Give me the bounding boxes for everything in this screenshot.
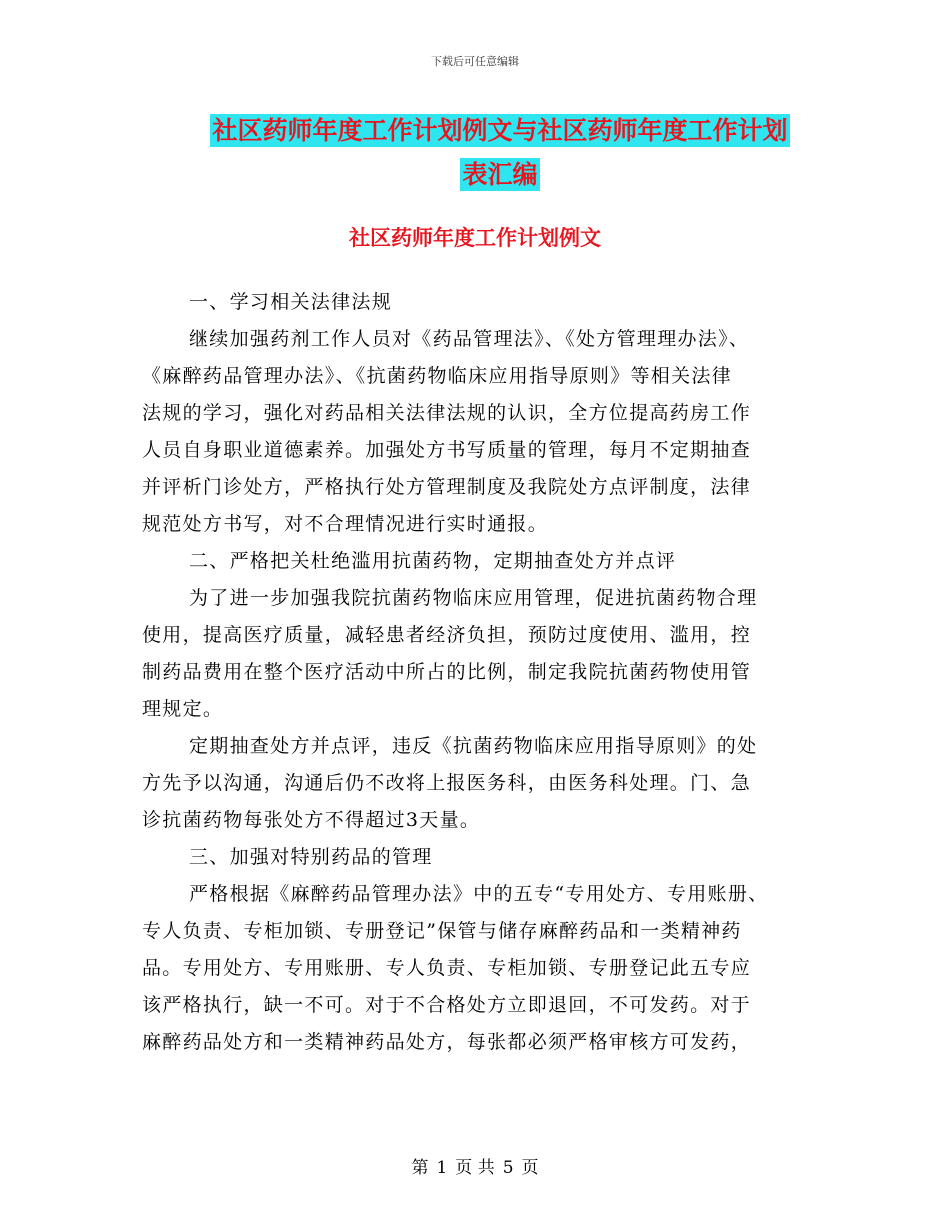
footer-total-pages: 5 [502, 1158, 514, 1178]
body-text-line: 品。专用处方、专用账册、专人负责、专柜加锁、专册登记此五专应 [142, 957, 752, 979]
body-text-line: 使用，提高医疗质量，减轻患者经济负担，预防过度使用、滥用，控 [142, 624, 752, 646]
body-text-line: 理规定。 [142, 698, 224, 720]
title-highlight: 表汇编 [462, 160, 538, 189]
body-text-line: 制药品费用在整个医疗活动中所占的比例，制定我院抗菌药物使用管 [142, 661, 752, 683]
body-text-line: 三、加强对特别药品的管理 [189, 846, 433, 868]
body-text-line: 严格根据《麻醉药品管理办法》中的五专“专用处方、专用账册、 [189, 883, 769, 905]
body-text-line: 并评析门诊处方，严格执行处方管理制度及我院处方点评制度，法律 [142, 476, 752, 498]
page-footer [0, 1153, 950, 1178]
body-text-line: 规范处方书写，对不合理情况进行实时通报。 [142, 513, 549, 535]
body-text-line: 为了进一步加强我院抗菌药物临床应用管理，促进抗菌药物合理 [189, 587, 758, 609]
body-text-line: 人员自身职业道德素养。加强处方书写质量的管理，每月不定期抽查 [142, 439, 752, 461]
body-text-line: 《麻醉药品管理办法》、《抗菌药物临床应用指导原则》等相关法律 [142, 365, 733, 387]
footer-mid: 页 共 [455, 1158, 495, 1178]
footer-page-number: 1 [436, 1158, 448, 1178]
body-text-line: 二、严格把关杜绝滥用抗菌药物，定期抽查处方并点评 [189, 550, 677, 572]
section-title: 社区药师年度工作计划例文 [349, 226, 601, 250]
body-text-line: 定期抽查处方并点评，违反《抗菌药物临床应用指导原则》的处 [189, 735, 758, 757]
footer-prefix: 第 [411, 1158, 429, 1178]
body-text-line: 法规的学习，强化对药品相关法律法规的认识，全方位提高药房工作 [142, 402, 752, 424]
body-text-line: 该严格执行，缺一不可。对于不合格处方立即退回，不可发药。对于 [142, 994, 752, 1016]
footer-suffix: 页 [521, 1158, 539, 1178]
document-title-line-1 [190, 108, 810, 153]
body-text-line: 麻醉药品处方和一类精神药品处方，每张都必须严格审核方可发药， [142, 1031, 752, 1053]
title-highlight: 社区药师年度工作计划例文与社区药师年度工作计划 [212, 116, 788, 145]
header-note: 下载后可任意编辑 [431, 55, 519, 68]
body-text-line: 方先予以沟通，沟通后仍不改将上报医务科，由医务科处理。门、急 [142, 772, 752, 794]
document-body [142, 284, 810, 1061]
document-title-line-2 [190, 152, 810, 197]
body-text-line: 专人负责、专柜加锁、专册登记”保管与储存麻醉药品和一类精神药 [142, 920, 742, 942]
body-text-line: 诊抗菌药物每张处方不得超过3天量。 [142, 809, 481, 831]
body-text-line: 继续加强药剂工作人员对《药品管理法》、《处方管理理办法》、 [189, 328, 750, 350]
body-text-line: 一、学习相关法律法规 [189, 291, 393, 313]
